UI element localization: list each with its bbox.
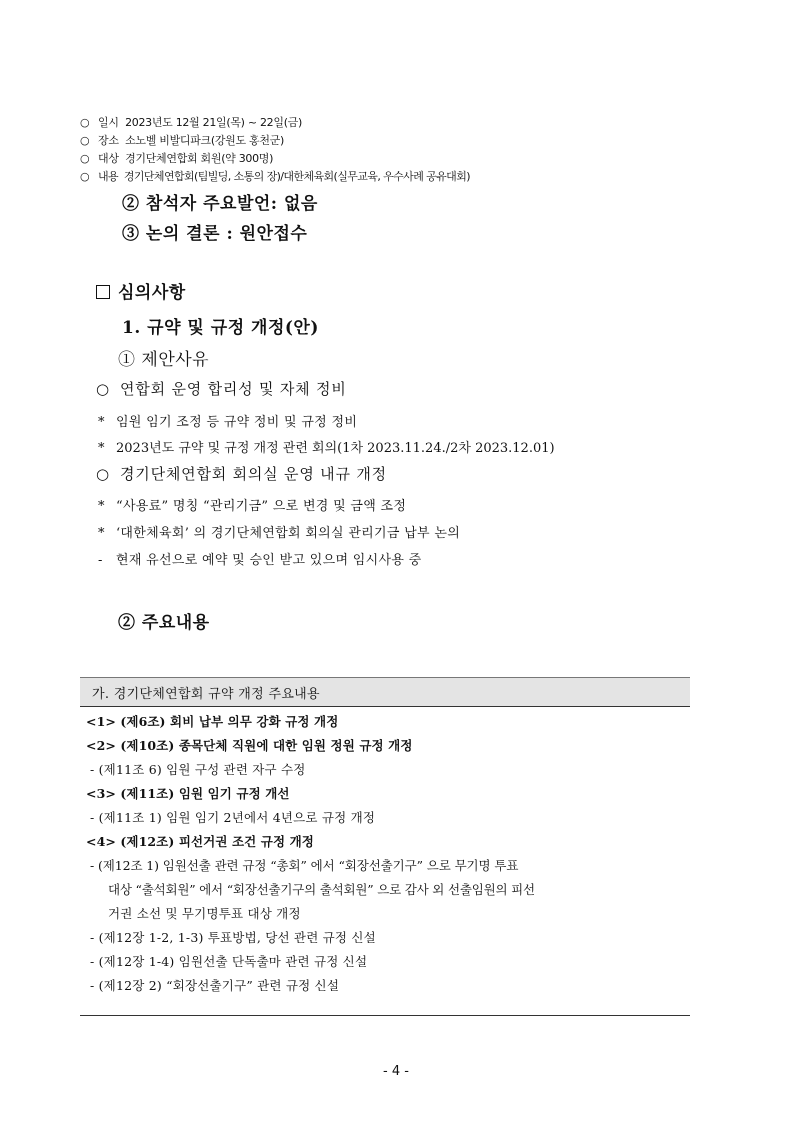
box-header [80,677,690,707]
point-item [98,522,460,541]
box-line: - (제12조 1) 임원선출 관련 규정 “총회” 에서 “회장선출기구” 으로 무기명 투표 [90,858,519,873]
info-text: 경기단체연합회(팀빌딩, 소통의 장)/대한체육회(실무교육, 우수사례 공유대회) [123,170,470,183]
discussion-result: ③ 논의 결론 : 원안접수 [122,224,308,244]
bullet: ○ [96,380,110,398]
info-text: 소노벨 비발디파크(강원도 홍천군) [125,134,285,147]
bullet: * [98,441,105,456]
section-title: 심의사항 [118,283,186,303]
info-line-target [80,150,273,166]
info-text: 경기단체연합회 회원(약 300명) [125,152,274,165]
box-line: 대상 “출석회원” 에서 “회장선출기구의 출석회원” 으로 감사 외 선출임원의 피선 [108,882,535,897]
point-text: 2023년도 규약 및 규정 개정 관련 회의(1차 2023.11.24./2차 2023.12.01) [116,441,555,456]
agenda-title: 1. 규약 및 규정 개정(안) [122,318,319,338]
bullet: ○ [80,170,89,183]
info-text: 2023년도 12월 21일(목) ~ 22일(금) [125,116,302,129]
bullet: ○ [80,134,90,147]
box-line: <3> (제11조) 임원 임기 규정 개선 [86,786,290,801]
speaker-remarks: ② 참석자 주요발언: 없음 [122,194,318,214]
box-header-text: 가. 경기단체연합회 규약 개정 주요내용 [92,687,320,702]
info-line-date [80,114,302,130]
reason-title: ① 제안사유 [118,350,210,370]
box-bottom-rule [80,1015,690,1016]
point-text: 임원 임기 조정 등 규약 정비 및 규정 정비 [116,415,358,430]
info-label: 내용 [98,170,119,183]
box-line: <4> (제12조) 피선거권 조건 규정 개정 [86,834,314,849]
point-text: “사용료” 명칭 “관리기금” 으로 변경 및 금액 조정 [116,499,407,514]
point-item [98,411,357,430]
point-item [98,495,406,514]
bullet: ○ [96,465,110,483]
box-line: 거권 소선 및 무기명투표 대상 개정 [108,906,301,921]
box-line: - (제12장 2) “회장선출기구” 관련 규정 신설 [90,978,340,993]
info-label: 장소 [98,134,119,147]
box-line: - (제12장 1-4) 임원선출 단독출마 관련 규정 신설 [90,954,368,969]
box-line: <2> (제10조) 종목단체 직원에 대한 임원 정원 규정 개정 [86,738,413,753]
box-line: <1> (제6조) 회비 납부 의무 강화 규정 개정 [86,714,339,729]
info-line-content [80,168,470,184]
box-line: - (제11조 6) 임원 구성 관련 자구 수정 [90,762,306,777]
point-text: 연합회 운영 합리성 및 자체 정비 [120,380,347,398]
point-text: ‘대한체육회’ 의 경기단체연합회 회의실 관리기금 납부 논의 [116,526,461,541]
page-number: - 4 - [383,1064,409,1079]
point-text: 현재 유선으로 예약 및 승인 받고 있으며 임시사용 중 [116,553,422,568]
point-text: 경기단체연합회 회의실 운영 내규 개정 [120,465,387,483]
info-label: 대상 [98,152,119,165]
point-item [98,437,555,456]
point-item [96,378,347,399]
info-line-place [80,132,284,148]
bullet: * [98,526,105,541]
point-item [98,549,421,568]
checkbox-square-icon [96,285,110,299]
bullet: ○ [80,116,90,129]
section-heading [96,278,186,303]
main-content-title: ② 주요내용 [118,613,210,633]
bullet: ○ [80,152,90,165]
box-line: - (제12장 1-2, 1-3) 투표방법, 당선 관련 규정 신설 [90,930,376,945]
point-item [96,463,387,484]
info-label: 일시 [98,116,119,129]
bullet: * [98,415,105,430]
bullet: * [98,499,105,514]
box-line: - (제11조 1) 임원 임기 2년에서 4년으로 규정 개정 [90,810,376,825]
bullet: - [98,553,103,568]
